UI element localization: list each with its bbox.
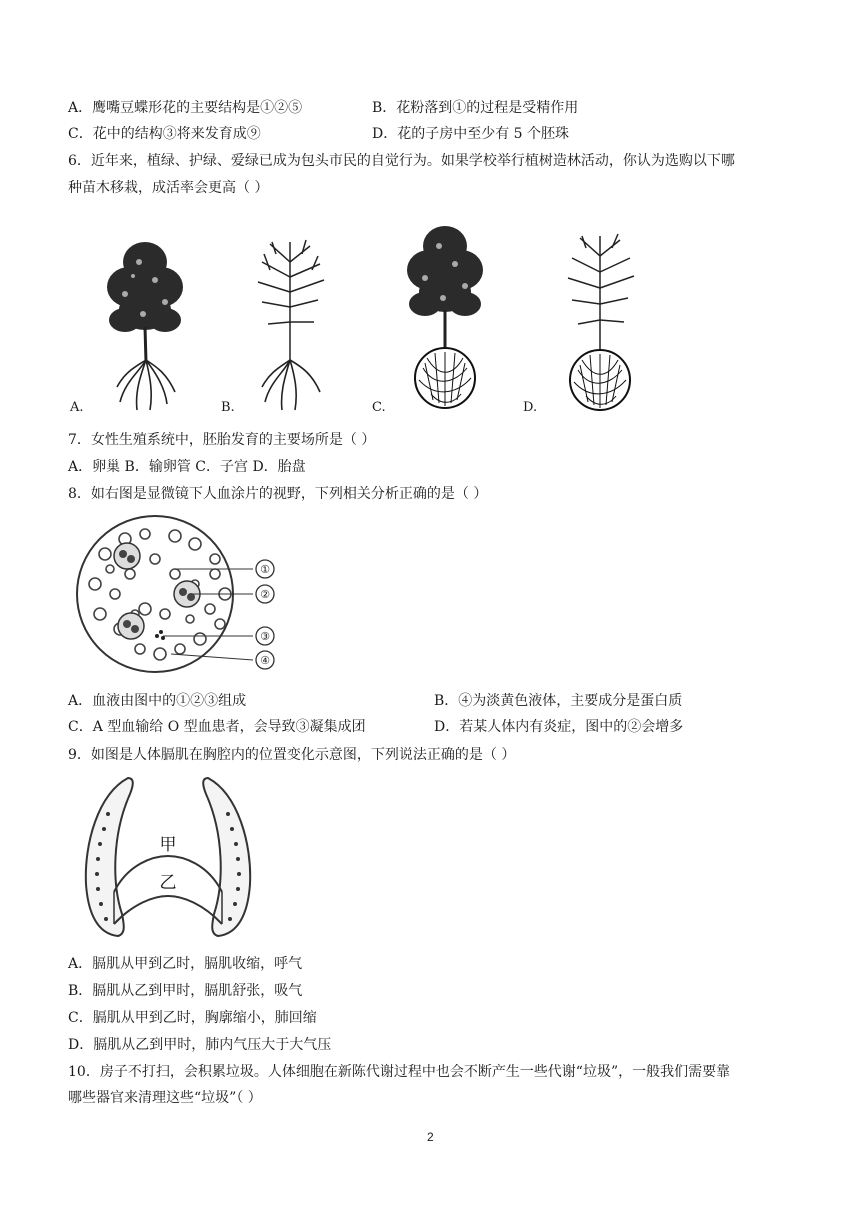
q8-option-b: B．④为淡黄色液体，主要成分是蛋白质 bbox=[434, 693, 683, 709]
q8-option-c: C．A 型血输给 O 型血患者，会导致③凝集成团 bbox=[68, 719, 366, 735]
blood-label-2: ② bbox=[260, 588, 270, 601]
tree-figure-a bbox=[95, 232, 195, 414]
q9-option-b: B．膈肌从乙到甲时，膈肌舒张，吸气 bbox=[68, 983, 303, 999]
q5-option-c: C．花中的结构③将来发育成⑨ bbox=[68, 126, 261, 142]
blood-label-4: ④ bbox=[260, 654, 270, 667]
q5-option-b: B．花粉落到①的过程是受精作用 bbox=[372, 100, 579, 116]
q9-option-a: A．膈肌从甲到乙时，膈肌收缩，呼气 bbox=[68, 956, 303, 972]
q10-stem-line2: 哪些器官来清理这些“垃圾”（ ） bbox=[68, 1090, 262, 1106]
q9-option-c: C．膈肌从甲到乙时，胸廓缩小，肺回缩 bbox=[68, 1010, 317, 1026]
blood-smear-figure bbox=[75, 514, 285, 674]
diaphragm-figure bbox=[78, 774, 258, 944]
q7-stem: 7．女性生殖系统中，胚胎发育的主要场所是（ ） bbox=[68, 432, 376, 448]
q7-options: A．卵巢 B．输卵管 C．子宫 D．胎盘 bbox=[68, 459, 306, 475]
diaphragm-label-jia: 甲 bbox=[159, 835, 177, 855]
q6-option-d-label: D. bbox=[523, 400, 538, 415]
q6-option-a-label: A. bbox=[70, 400, 84, 415]
tree-figure-c bbox=[395, 218, 495, 412]
q5-option-d: D．花的子房中至少有 5 个胚珠 bbox=[372, 126, 570, 142]
page-number: 2 bbox=[427, 1130, 434, 1144]
q5-option-a: A．鹰嘴豆蝶形花的主要结构是①②⑤ bbox=[68, 100, 303, 116]
q8-option-a: A．血液由图中的①②③组成 bbox=[68, 693, 247, 709]
q6-stem-line2: 种苗木移栽，成活率会更高（ ） bbox=[68, 180, 269, 196]
q9-stem: 9．如图是人体膈肌在胸腔内的位置变化示意图，下列说法正确的是（ ） bbox=[68, 747, 516, 763]
q6-option-c-label: C. bbox=[372, 400, 386, 415]
q10-stem-line1: 10．房子不打扫，会积累垃圾。人体细胞在新陈代谢过程中也会不断产生一些代谢“垃圾”，一般我们需要靠 bbox=[68, 1064, 731, 1080]
q6-option-b-label: B. bbox=[221, 400, 235, 415]
blood-label-1: ① bbox=[260, 563, 270, 576]
diaphragm-label-yi: 乙 bbox=[159, 873, 177, 893]
tree-figure-d bbox=[550, 228, 650, 414]
q8-option-d: D．若某人体内有炎症，图中的②会增多 bbox=[434, 719, 684, 735]
q8-stem: 8．如右图是显微镜下人血涂片的视野，下列相关分析正确的是（ ） bbox=[68, 486, 488, 502]
tree-figure-b bbox=[240, 232, 340, 414]
q9-option-d: D．膈肌从乙到甲时，肺内气压大于大气压 bbox=[68, 1037, 332, 1053]
blood-label-3: ③ bbox=[260, 630, 270, 643]
q6-stem-line1: 6．近年来，植绿、护绿、爱绿已成为包头市民的自觉行为。如果学校举行植树造林活动，你认为选购以下哪 bbox=[68, 153, 735, 169]
